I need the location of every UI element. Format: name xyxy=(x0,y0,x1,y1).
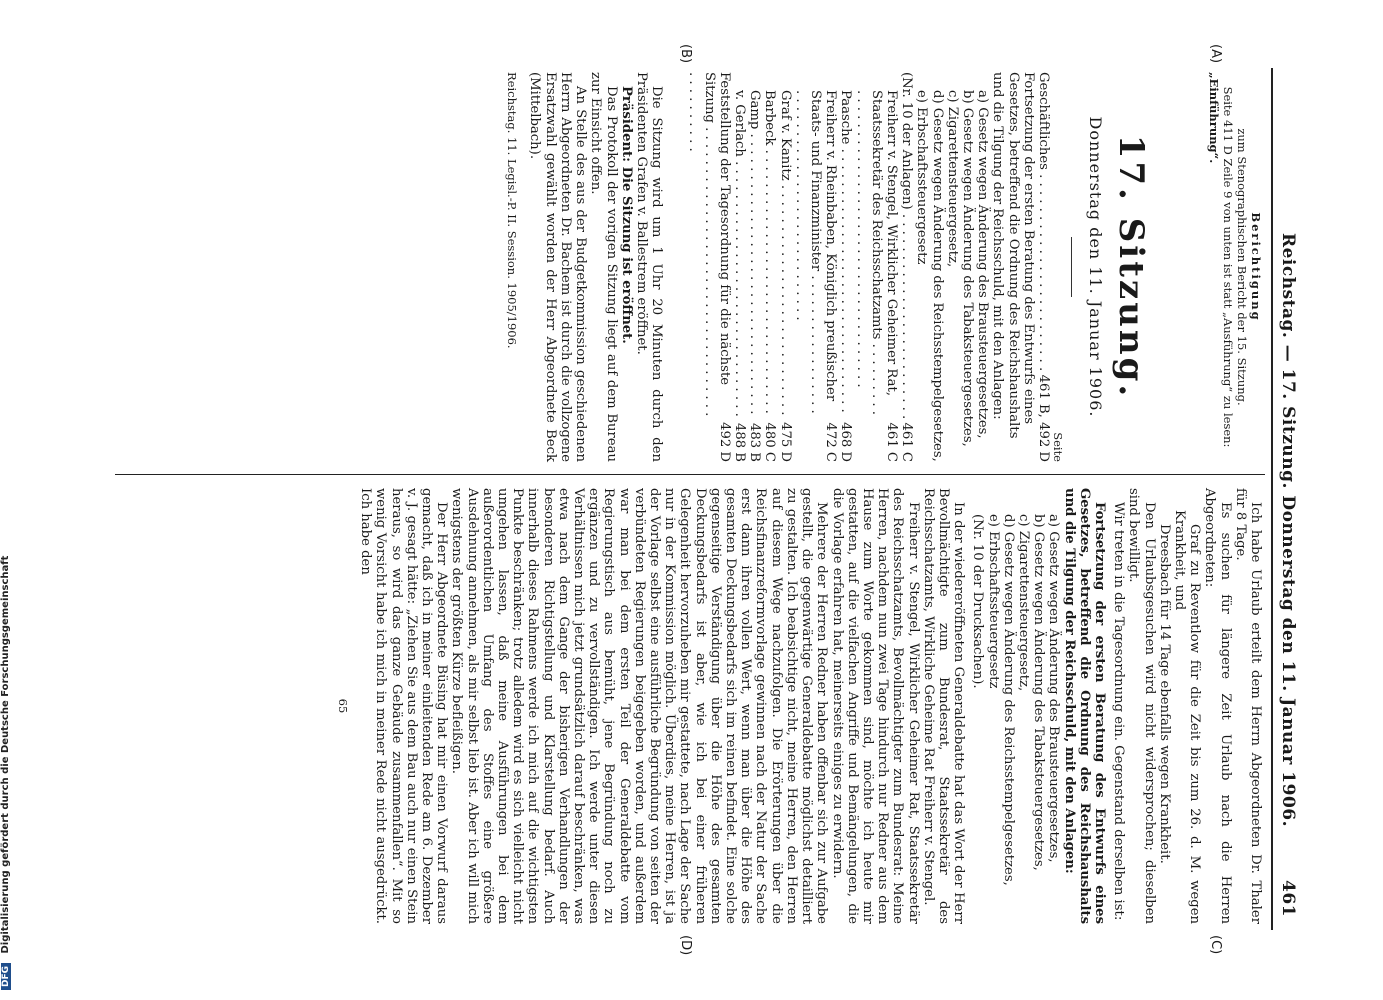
agenda-item: e) Erbschaftssteuergesetz xyxy=(985,514,1001,689)
agenda-item: a) Gesetz wegen Änderung des Brausteuergesetzes, xyxy=(1046,514,1062,863)
body-paragraph: Graf zu Reventlow für die Zeit bis zum 26. d. M. wegen Krankheit, und xyxy=(1171,510,1203,924)
toc-item: Barbeck . . . 480 C xyxy=(762,72,777,462)
running-header: Reichstag. — 17. Sitzung. Donnerstag den 11. Januar 1906. xyxy=(1278,232,1298,828)
table-of-contents xyxy=(686,72,1051,462)
session-date: Donnerstag den 11. Januar 1906. xyxy=(1086,116,1105,418)
column-divider xyxy=(115,474,1265,475)
toc-item: Fortsetzung der ersten Beratung des Entwurfs eines Gesetzes, betreffend die Ordnung des Reichshaushalts und die Tilgung der Reichsschuld, mit den Anlagen: xyxy=(990,72,1036,439)
toc-item: Feststellung der Tagesordnung für die nächste Sitzung . . . 492 D xyxy=(686,72,732,462)
margin-label-c: (C) xyxy=(1208,935,1223,955)
signature-mark: 65 xyxy=(336,698,351,714)
body-paragraph: In der wiedereröffneten Generaldebatte hat das Wort der Herr Bevollmächtigte zum Bundesrat, Staatssekretär des Reichsschatzamts, Wirkliche Geheime Rat Freiherr v. Stengel. xyxy=(920,488,967,924)
margin-label-d: (D) xyxy=(678,935,693,956)
toc-item: Graf v. Kanitz . . . 475 D xyxy=(777,72,792,462)
agenda-list xyxy=(970,488,1061,924)
toc-item: b) Gesetz wegen Änderung des Tabaksteuergesetzes, xyxy=(959,90,975,447)
seite-label: Seite xyxy=(1051,432,1065,462)
body-paragraph: Freiherr v. Stengel, Wirklicher Geheimer Rat, Staatssekretär des Reichsschatzamts, Bevollmächtigter zum Bundesrat: Meine Herren, nachdem nun zwei Tage hindurch nur Redner aus dem Hause zum Worte gekommen sind, möchte ich heute mir gestatten, auf die vielfachen Angriffe und Bemängelungen, die die Vorlage erfahren hat, meinerseits einiges zu erwidern. xyxy=(829,488,921,924)
margin-label-a: (A) xyxy=(1208,44,1223,64)
toc-item: c) Zigarettensteuergesetz, xyxy=(944,90,960,268)
toc-item: Geschäftliches . . . 461 B, 492 D xyxy=(1036,72,1051,462)
correction-title: Berichtigung xyxy=(1249,212,1263,322)
footer-left: Reichstag. 11. Legisl.-P. II. Session. 1905/1906. xyxy=(505,72,520,349)
body-paragraph: Den Urlaubsgesuchen wird nicht widersprochen; dieselben sind bewilligt. xyxy=(1126,488,1157,924)
body-paragraph: Mehrere der Herren Redner haben offenbar sich zur Aufgabe gestellt, die gegenwärtige Generaldebatte möglichst detailliert zu gestalten. Ich beabsichtige nicht, meine Herren, den Herren auf diesem Wege nachzufolgen. Die Erörterungen über die Reichsfinanzreformvorlage gewinnen nach der Natur der Sache erst dann ihren vollen Wert, wenn man über die Höhe des gesamten Deckungsbedarfs sich im reinen befindet. Eine solche gegenseitige Verständigung über die Höhe des gesamten Deckungsbedarfs ist aber, wie ich bei einer früheren Gelegenheit hervorzuheben mir gestattete, nach Lage der Sache nur in der Kommission möglich. Überdies, meine Herren, ist ja der Vorlage selbst eine ausführliche Begründung von seiten der verbündeten Regierungen beigegeben worden, und außerdem war man bei dem ersten Teil der Generaldebatte vom Regierungstisch aus bemüht, jene Begründung noch zu ergänzen und zu vervollständigen. Ich werde unter diesen Verhältnissen mich jetzt grundsätzlich darauf beschränken, was etwa nach dem Gange der bisherigen Verhandlungen der besonderen Richtigstellung und Klarstellung bedarf. Auch innerhalb dieses Rahmens werde ich mich auf die wichtigsten Punkte beschränken; trotz alledem wird es sich vielleicht nicht umgehen lassen, daß meine Ausführungen bei dem außerordentlichen Umfang des Stoffes eine größere Ausdehnung annehmen, als mir selbst lieb ist. Aber ich will mich wenigstens der größten Kürze befleißigen. xyxy=(449,488,830,924)
header-rule xyxy=(1271,68,1273,930)
side-credit xyxy=(0,0,16,990)
toc-item: Paasche . . . 468 D xyxy=(838,72,853,462)
correction-line-1: zum Stenographischen Bericht der 15. Sitzung. xyxy=(1235,128,1249,406)
left-column xyxy=(505,72,1263,462)
correction-block xyxy=(1207,72,1263,462)
right-column xyxy=(336,488,1263,924)
side-credit-text: Digitalisierung gefördert durch die Deutsche Forschungsgemeinschaft xyxy=(0,555,11,954)
toc-item: a) Gesetz wegen Änderung des Brausteuergesetzes, xyxy=(975,90,991,439)
body-paragraph: Dreesbach für 14 Tage ebenfalls wegen Krankheit. xyxy=(1156,524,1172,864)
correction-line-2: Seite 411 D Zeile 9 von unten ist statt „Ausführung“ zu lesen: xyxy=(1221,86,1235,448)
correction-line-3: „Einführung“. xyxy=(1207,72,1221,164)
body-paragraph: Die Sitzung wird um 1 Uhr 20 Minuten durch den Präsidenten Grafen v. Ballestrem eröffnet. xyxy=(633,72,665,462)
toc-item: (Nr. 10 der Anlagen) . . . 461 C xyxy=(899,72,914,462)
body-paragraph: Der Herr Abgeordnete Büsing hat mir einen Vorwurf daraus gemacht, daß ich in meiner einleitenden Rede am 6. Dezember v. J. gesagt hätte: „Ziehen Sie aus dem Bau auch nur einen Stein heraus, so wird das ganze Gebäude zusammenfallen“. Mit so wenig Vorsicht habe ich mich in meiner Rede nicht ausgedrückt. Ich habe den xyxy=(358,488,450,924)
page-number: 461 xyxy=(1278,880,1298,917)
body-paragraph: An Stelle des aus der Budgetkommission geschiedenen Herrn Abgeordneten Dr. Bachem ist durch die vollzogene Ersatzwahl gewählt worden der Herr Abgeordnete Beck (Mittelbach). xyxy=(527,72,589,462)
left-body xyxy=(527,72,664,462)
body-paragraph: Präsident: Die Sitzung ist eröffnet. xyxy=(618,86,634,344)
toc-item: Freiherr v. Stengel, Wirklicher Geheimer Rat, Staatssekretär des Reichsschatzamts . . . 461 C xyxy=(853,72,899,462)
body-paragraph: Das Protokoll der vorigen Sitzung liegt auf dem Bureau zur Einsicht offen. xyxy=(588,72,619,462)
agenda-item: (Nr. 10 der Drucksachen). xyxy=(970,514,986,689)
body-paragraph: Ich habe Urlaub erteilt dem Herrn Abgeordneten Dr. Thaler für 8 Tage. xyxy=(1232,488,1263,924)
toc-item: d) Gesetz wegen Änderung des Reichsstempelgesetzes, xyxy=(929,90,945,462)
body-paragraph: Wir treten in die Tagesordnung ein. Gegenstand derselben ist: xyxy=(1111,502,1127,921)
toc-item: e) Erbschaftssteuergesetz xyxy=(914,90,930,265)
agenda-item: d) Gesetz wegen Änderung des Reichsstempelgesetzes, xyxy=(1000,514,1016,886)
toc-item: Gamp . . . 483 B xyxy=(747,72,762,462)
title-rule xyxy=(1071,237,1072,297)
toc-item: Freiherr v. Rheinbaben, Königlich preußischer Staats- und Finanzminister . . . 472 C xyxy=(793,72,839,462)
toc-item: v. Gerlach . . . 488 B xyxy=(732,72,747,462)
agenda-item: c) Zigarettensteuergesetz, xyxy=(1015,514,1031,692)
dfg-logo: DFG xyxy=(1,963,11,990)
margin-label-b: (B) xyxy=(678,44,693,64)
agenda-item: b) Gesetz wegen Änderung des Tabaksteuergesetzes, xyxy=(1031,514,1047,871)
session-title: 17. Sitzung. xyxy=(1111,134,1151,400)
body-paragraph: Es suchen für längere Zeit Urlaub nach die Herren Abgeordneten: xyxy=(1202,488,1233,924)
agenda-intro: Fortsetzung der ersten Beratung des Entwurfs eines Gesetzes, betreffend die Ordnung des Reichshaushalts und die Tilgung der Reichsschuld, mit den Anlagen: xyxy=(1061,488,1107,924)
